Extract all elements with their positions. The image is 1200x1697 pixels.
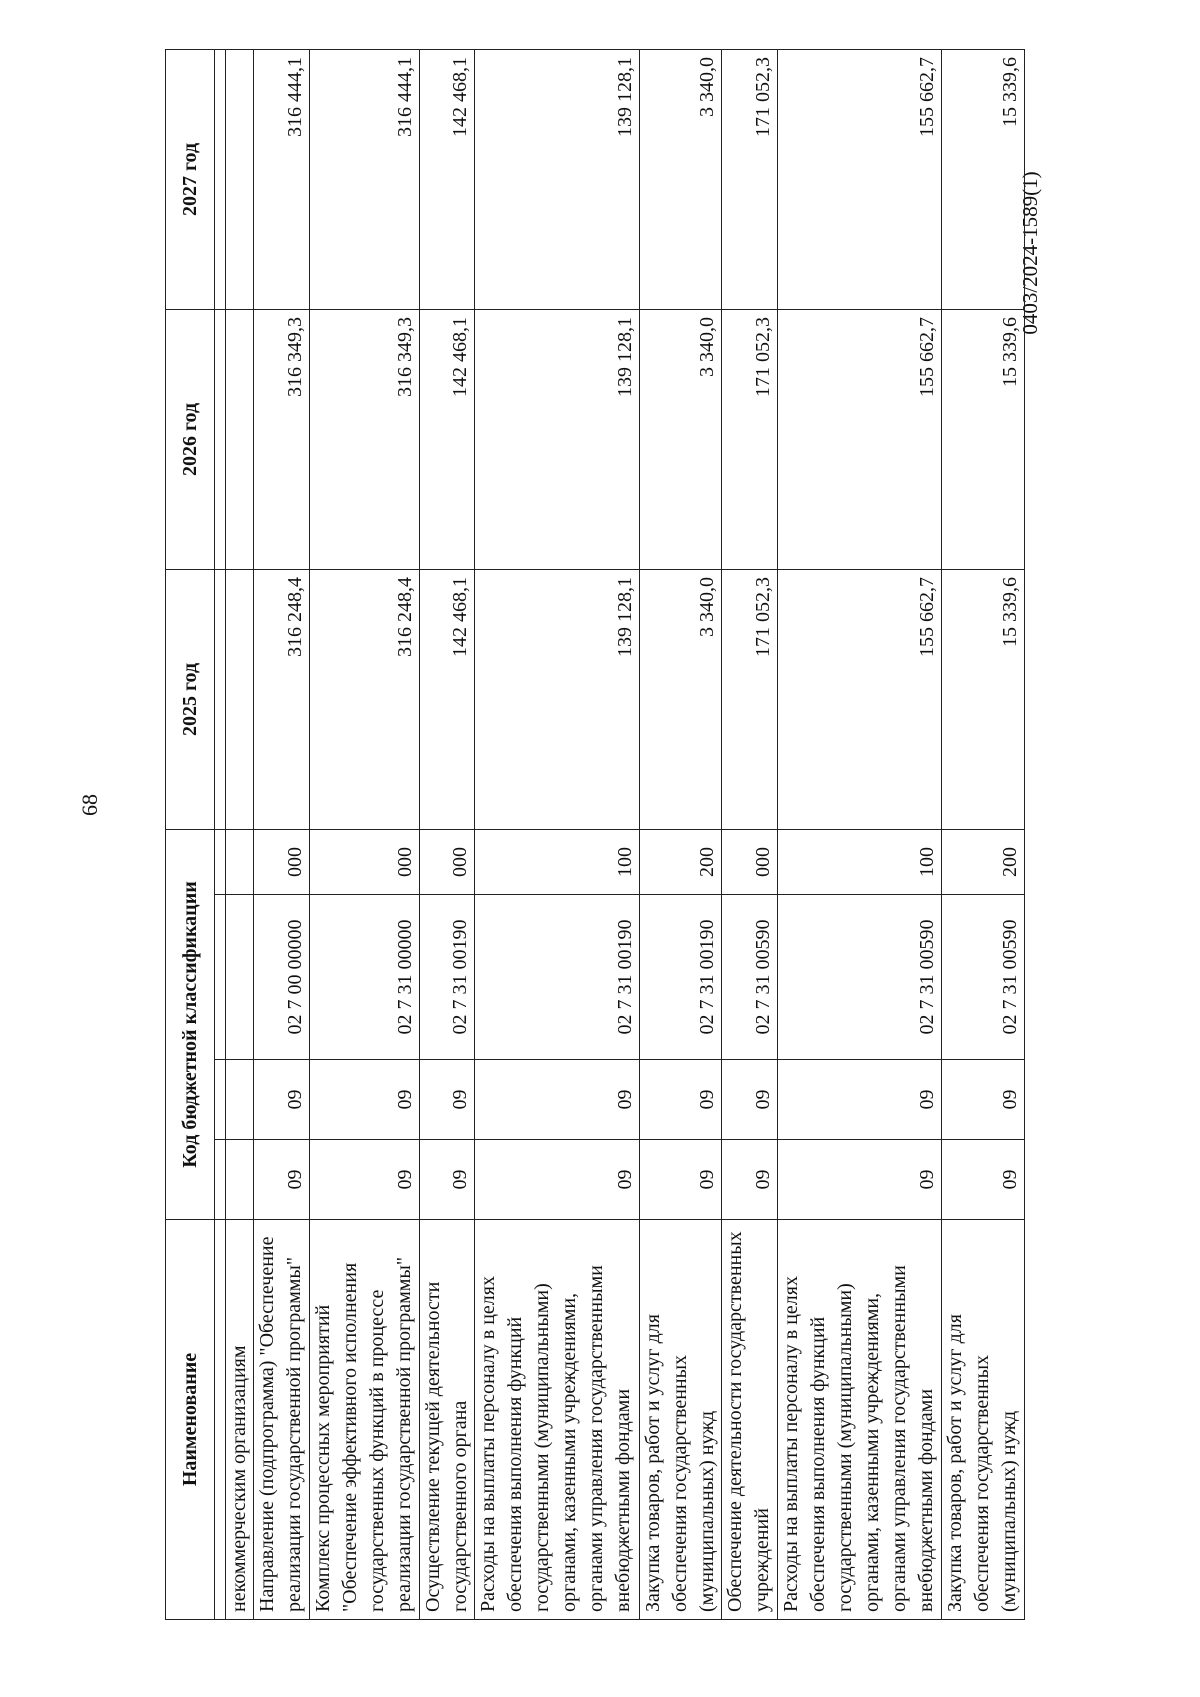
- code-target-article: 02 7 31 00000: [309, 895, 419, 1060]
- rotated-table-container: [165, 50, 1025, 1620]
- code-expense-type: 000: [419, 829, 474, 894]
- code-subsection: 09: [722, 1060, 777, 1140]
- amount-2025: 316 248,4: [254, 569, 309, 829]
- empty-cell: [226, 569, 254, 829]
- row-name: Расходы на выплаты персоналу в целях обеспечения выполнения функций государственными (муниципальными) органами, казенными учреждениями, органами управления государственными внебюджетными фондами: [475, 1220, 639, 1620]
- code-expense-type: 200: [942, 829, 1025, 894]
- amount-2026: 155 662,7: [777, 309, 941, 569]
- code-section: 09: [639, 1140, 722, 1220]
- code-subsection: 09: [639, 1060, 722, 1140]
- code-subsection: 09: [942, 1060, 1025, 1140]
- amount-2027: 155 662,7: [777, 49, 941, 309]
- budget-table: [165, 49, 1025, 1620]
- amount-2027: 139 128,1: [475, 49, 639, 309]
- code-section: 09: [419, 1140, 474, 1220]
- amount-2026: 142 468,1: [419, 309, 474, 569]
- amount-2026: 316 349,3: [254, 309, 309, 569]
- amount-2025: 142 468,1: [419, 569, 474, 829]
- amount-2027: 3 340,0: [639, 49, 722, 309]
- empty-cell: [226, 829, 254, 894]
- empty-cell: [226, 1060, 254, 1140]
- amount-2027: 316 444,1: [254, 49, 309, 309]
- code-subsection: 09: [419, 1060, 474, 1140]
- header-name: Наименование: [166, 1220, 215, 1620]
- subheader-cell: [215, 1060, 226, 1140]
- page-number: 68: [77, 794, 102, 816]
- header-2025: 2025 год: [166, 569, 215, 829]
- code-target-article: 02 7 00 00000: [254, 895, 309, 1060]
- code-expense-type: 100: [475, 829, 639, 894]
- subheader-cell: [215, 569, 226, 829]
- amount-2026: 15 339,6: [942, 309, 1025, 569]
- amount-2025: 171 052,3: [722, 569, 777, 829]
- amount-2026: 316 349,3: [309, 309, 419, 569]
- header-row: [166, 49, 215, 1619]
- table-row: [475, 49, 639, 1619]
- amount-2027: 142 468,1: [419, 49, 474, 309]
- header-2027: 2027 год: [166, 49, 215, 309]
- subheader-cell: [215, 829, 226, 894]
- subheader-cell: [215, 895, 226, 1060]
- continuation-row: [226, 49, 254, 1619]
- amount-2025: 15 339,6: [942, 569, 1025, 829]
- amount-2026: 139 128,1: [475, 309, 639, 569]
- code-subsection: 09: [777, 1060, 941, 1140]
- table-row: [942, 49, 1025, 1619]
- empty-cell: [226, 1140, 254, 1220]
- header-2026: 2026 год: [166, 309, 215, 569]
- empty-cell: [226, 895, 254, 1060]
- amount-2025: 155 662,7: [777, 569, 941, 829]
- code-subsection: 09: [475, 1060, 639, 1140]
- row-name: Обеспечение деятельности государственных учреждений: [722, 1220, 777, 1620]
- row-name: Закупка товаров, работ и услуг для обеспечения государственных (муниципальных) нужд: [639, 1220, 722, 1620]
- code-subsection: 09: [309, 1060, 419, 1140]
- code-target-article: 02 7 31 00590: [777, 895, 941, 1060]
- amount-2027: 15 339,6: [942, 49, 1025, 309]
- code-section: 09: [722, 1140, 777, 1220]
- row-name: Осуществление текущей деятельности государственного органа: [419, 1220, 474, 1620]
- amount-2025: 139 128,1: [475, 569, 639, 829]
- amount-2025: 316 248,4: [309, 569, 419, 829]
- code-section: 09: [309, 1140, 419, 1220]
- subheader-cell: [215, 309, 226, 569]
- code-expense-type: 000: [309, 829, 419, 894]
- amount-2027: 316 444,1: [309, 49, 419, 309]
- code-expense-type: 000: [254, 829, 309, 894]
- code-section: 09: [254, 1140, 309, 1220]
- document-id: 0403/2024-1589(1): [1018, 171, 1042, 335]
- code-section: 09: [942, 1140, 1025, 1220]
- table-row: [309, 49, 419, 1619]
- subheader-row: [215, 49, 226, 1619]
- header-code: Код бюджетной классификации: [166, 829, 215, 1219]
- row-name: Расходы на выплаты персоналу в целях обеспечения выполнения функций государственными (муниципальными) органами, казенными учреждениями, органами управления государственными внебюджетными фондами: [777, 1220, 941, 1620]
- continuation-name: некоммерческим организациям: [226, 1220, 254, 1620]
- subheader-cell: [215, 1140, 226, 1220]
- code-subsection: 09: [254, 1060, 309, 1140]
- code-section: 09: [475, 1140, 639, 1220]
- amount-2026: 171 052,3: [722, 309, 777, 569]
- code-section: 09: [777, 1140, 941, 1220]
- code-expense-type: 000: [722, 829, 777, 894]
- table-row: [254, 49, 309, 1619]
- table-row: [722, 49, 777, 1619]
- table-row: [639, 49, 722, 1619]
- subheader-cell: [215, 49, 226, 309]
- amount-2026: 3 340,0: [639, 309, 722, 569]
- empty-cell: [226, 49, 254, 309]
- code-target-article: 02 7 31 00190: [475, 895, 639, 1060]
- subheader-cell: [215, 1220, 226, 1620]
- code-target-article: 02 7 31 00590: [942, 895, 1025, 1060]
- row-name: Комплекс процессных мероприятий "Обеспечение эффективного исполнения государственных функций в процессе реализации государственной программы": [309, 1220, 419, 1620]
- amount-2027: 171 052,3: [722, 49, 777, 309]
- code-target-article: 02 7 31 00590: [722, 895, 777, 1060]
- amount-2025: 3 340,0: [639, 569, 722, 829]
- table-row: [419, 49, 474, 1619]
- row-name: Направление (подпрограмма) "Обеспечение реализации государственной программы": [254, 1220, 309, 1620]
- table-row: [777, 49, 941, 1619]
- code-expense-type: 200: [639, 829, 722, 894]
- code-target-article: 02 7 31 00190: [639, 895, 722, 1060]
- code-target-article: 02 7 31 00190: [419, 895, 474, 1060]
- code-expense-type: 100: [777, 829, 941, 894]
- row-name: Закупка товаров, работ и услуг для обеспечения государственных (муниципальных) нужд: [942, 1220, 1025, 1620]
- empty-cell: [226, 309, 254, 569]
